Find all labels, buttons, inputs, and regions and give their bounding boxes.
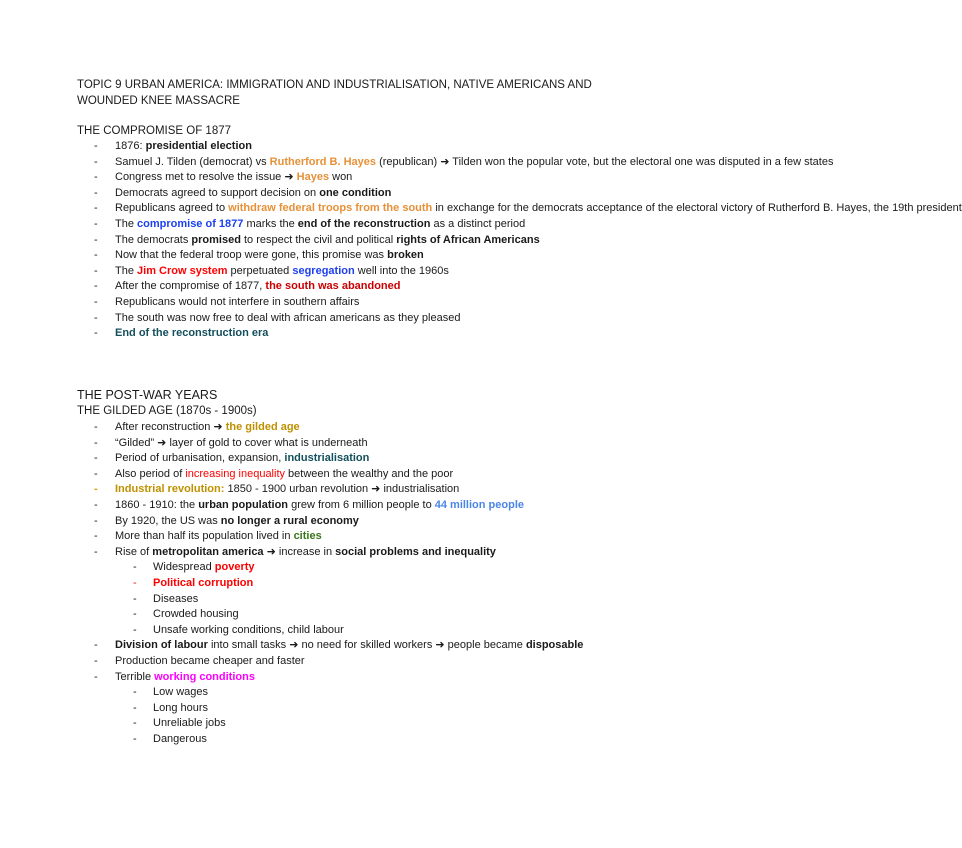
- sub-list-item: - Widespread poverty: [77, 560, 637, 576]
- list-item: - The Jim Crow system perpetuated segregation well into the 1960s: [77, 264, 637, 280]
- list-item: - 1860 - 1910: the urban population grew from 6 million people to 44 million people: [77, 498, 637, 514]
- list-item: - Rise of metropolitan america ➜ increase in social problems and inequality: [77, 545, 637, 561]
- subheading-gilded-age: THE GILDED AGE (1870s - 1900s): [77, 405, 257, 417]
- bullet-dash: -: [133, 576, 137, 589]
- gilded-age-list: [77, 420, 637, 747]
- sub-list-item: - Crowded housing: [77, 607, 637, 623]
- list-item: - Also period of increasing inequality between the wealthy and the poor: [77, 467, 637, 483]
- list-item: - The south was now free to deal with african americans as they pleased: [77, 311, 637, 327]
- bullet-dash: -: [133, 701, 137, 714]
- working-conditions-sublist: [77, 685, 637, 747]
- bullet-dash: -: [94, 670, 98, 683]
- bullet-dash: -: [94, 654, 98, 667]
- sub-list-item: - Unreliable jobs: [77, 716, 637, 732]
- bullet-dash: -: [94, 639, 98, 652]
- bullet-dash: -: [94, 233, 98, 246]
- bullet-dash: -: [94, 530, 98, 543]
- bullet-dash: -: [133, 592, 137, 605]
- bullet-dash: -: [94, 327, 98, 340]
- bullet-dash: -: [133, 717, 137, 730]
- list-item: - After the compromise of 1877, the south was abandoned: [77, 279, 637, 295]
- bullet-dash: -: [94, 545, 98, 558]
- list-item: - The democrats promised to respect the civil and political rights of African Americans: [77, 233, 637, 249]
- list-item: - The compromise of 1877 marks the end of the reconstruction as a distinct period: [77, 217, 637, 233]
- bullet-dash: -: [94, 202, 98, 215]
- list-item: - Democrats agreed to support decision on one condition: [77, 186, 637, 202]
- bullet-dash: -: [94, 436, 98, 449]
- bullet-dash: -: [94, 280, 98, 293]
- list-item: - Industrial revolution: 1850 - 1900 urban revolution ➜ industrialisation: [77, 482, 637, 498]
- sub-list-item: - Political corruption: [77, 576, 637, 592]
- list-item: - End of the reconstruction era: [77, 326, 637, 342]
- list-item: - Production became cheaper and faster: [77, 654, 637, 670]
- list-item: - Terrible working conditions: [77, 670, 637, 686]
- section-heading-post-war: THE POST-WAR YEARS: [77, 388, 218, 402]
- bullet-dash: -: [94, 467, 98, 480]
- bullet-dash: -: [133, 561, 137, 574]
- bullet-dash: -: [94, 140, 98, 152]
- list-item: - More than half its population lived in cities: [77, 529, 637, 545]
- list-item: - Now that the federal troop were gone, this promise was broken: [77, 248, 637, 264]
- list-item: - By 1920, the US was no longer a rural economy: [77, 514, 637, 530]
- bullet-dash: -: [94, 311, 98, 324]
- bullet-dash: -: [94, 171, 98, 184]
- bullet-dash: -: [94, 483, 98, 496]
- list-item: - After reconstruction ➜ the gilded age: [77, 420, 637, 436]
- bullet-dash: -: [94, 186, 98, 199]
- list-item: - Republicans agreed to withdraw federal troops from the south in exchange for the democrats acceptance of the electoral victory of Rutherford B. Hayes, the 19th president: [77, 201, 637, 217]
- bullet-dash: -: [94, 155, 98, 168]
- sub-list-item: - Unsafe working conditions, child labour: [77, 623, 637, 639]
- sub-list-item: - Long hours: [77, 701, 637, 717]
- sub-list-item: - Dangerous: [77, 732, 637, 748]
- bullet-dash: -: [94, 514, 98, 527]
- bullet-dash: -: [133, 608, 137, 621]
- bullet-dash: -: [133, 732, 137, 745]
- list-item: - Period of urbanisation, expansion, industrialisation: [77, 451, 637, 467]
- sub-list-container: [77, 685, 637, 747]
- bullet-dash: -: [94, 217, 98, 230]
- bullet-dash: -: [94, 421, 98, 433]
- bullet-dash: -: [94, 295, 98, 308]
- sub-list-container: [77, 560, 637, 638]
- bullet-dash: -: [133, 623, 137, 636]
- sub-list-item: - Diseases: [77, 592, 637, 608]
- document-title: TOPIC 9 URBAN AMERICA: IMMIGRATION AND INDUSTRIALISATION, NATIVE AMERICANS AND WOUNDED KNEE MASSACRE: [77, 79, 592, 107]
- bullet-dash: -: [94, 498, 98, 511]
- social-problems-sublist: [77, 560, 637, 638]
- list-item: - 1876: presidential election: [77, 139, 637, 155]
- list-item: - Division of labour into small tasks ➜ no need for skilled workers ➜ people became disposable: [77, 638, 637, 654]
- bullet-dash: -: [94, 249, 98, 262]
- bullet-dash: -: [94, 452, 98, 465]
- bullet-dash: -: [133, 686, 137, 699]
- list-item: - Samuel J. Tilden (democrat) vs Rutherford B. Hayes (republican) ➜ Tilden won the popular vote, but the electoral one was disputed in a few states: [77, 155, 637, 171]
- compromise-list: [77, 139, 962, 342]
- sub-list-item: - Low wages: [77, 685, 637, 701]
- section-heading-compromise: THE COMPROMISE OF 1877: [77, 125, 232, 137]
- list-item: - Republicans would not interfere in southern affairs: [77, 295, 637, 311]
- list-item: - Congress met to resolve the issue ➜ Hayes won: [77, 170, 637, 186]
- bullet-dash: -: [94, 264, 98, 277]
- list-item: - “Gilded” ➜ layer of gold to cover what is underneath: [77, 436, 637, 452]
